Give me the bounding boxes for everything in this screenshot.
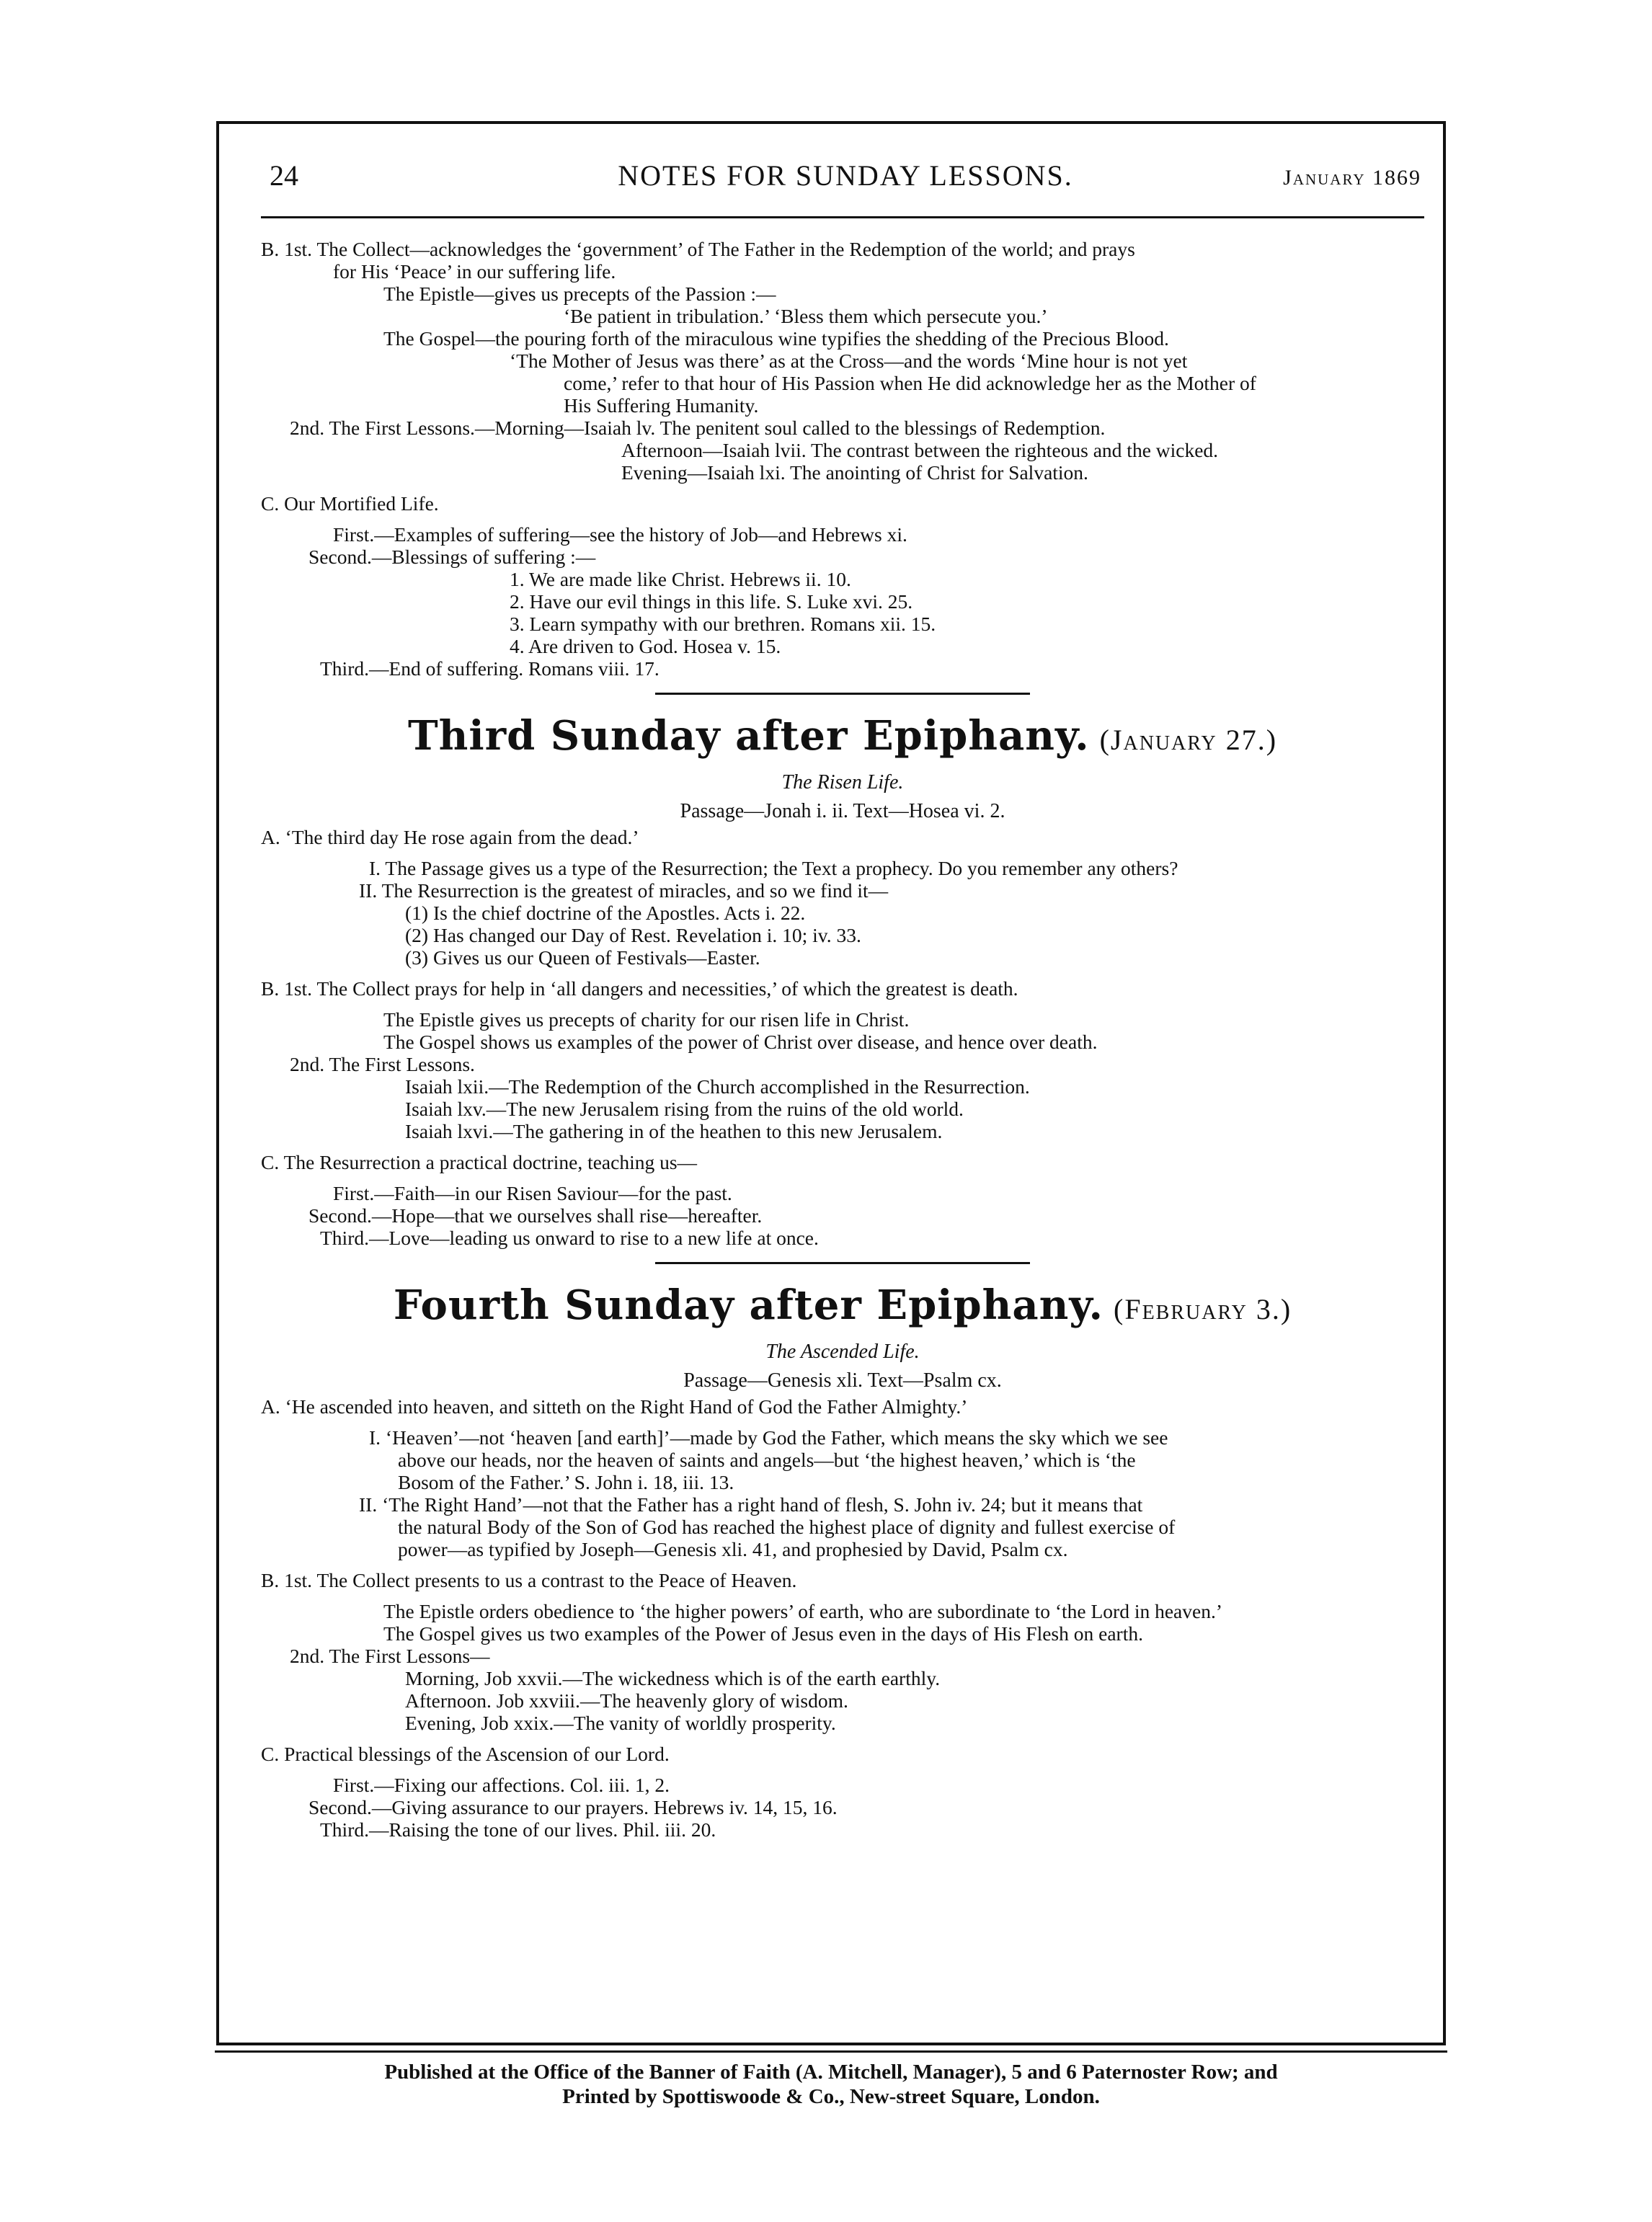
footer-line-1: Published at the Office of the Banner of Faith (A. Mitchell, Manager), 5 and 6 Paternoster Row; and: [384, 2061, 1278, 2084]
running-date: January 1869: [1283, 166, 1421, 190]
text-line: 2nd. The First Lessons.: [290, 1053, 475, 1075]
text-line: 4. Are driven to God. Hosea v. 15.: [510, 635, 781, 657]
text-line: Isaiah lxv.—The new Jerusalem rising from the ruins of the old world.: [405, 1098, 964, 1120]
text-line: The Epistle orders obedience to ‘the higher powers’ of earth, who are subordinate to ‘the Lord in heaven.’: [383, 1600, 1222, 1622]
section-divider: [655, 693, 1030, 695]
publisher-footer: [216, 2060, 1446, 2109]
text-line: B. 1st. The Collect—acknowledges the ‘government’ of The Father in the Redemption of the world; and prays: [261, 238, 1135, 260]
text-line: The Gospel—the pouring forth of the miraculous wine typifies the shedding of the Precious Blood.: [383, 327, 1169, 350]
text-line: for His ‘Peace’ in our suffering life.: [333, 260, 616, 283]
text-line: First.—Examples of suffering—see the history of Job—and Hebrews xi.: [333, 523, 907, 546]
header-rule: [261, 216, 1424, 218]
heading-date: (January 27.): [1099, 724, 1278, 756]
text-line: Second.—Hope—that we ourselves shall rise—hereafter.: [308, 1204, 763, 1227]
second-sunday-continuation: [261, 238, 1424, 680]
text-line: 3. Learn sympathy with our brethren. Romans xii. 15.: [510, 613, 936, 635]
text-line: above our heads, nor the heaven of saints and angels—but ‘the highest heaven,’ which is ‘the: [398, 1449, 1136, 1471]
text-line: The Epistle gives us precepts of charity for our risen life in Christ.: [383, 1008, 910, 1031]
section-heading: [261, 1280, 1424, 1335]
section-divider: [655, 1262, 1030, 1264]
passage-text: Passage—Jonah i. ii. Text—Hosea vi. 2.: [680, 800, 1005, 822]
text-line: (1) Is the chief doctrine of the Apostles. Acts i. 22.: [405, 902, 806, 924]
text-line: B. 1st. The Collect prays for help in ‘all dangers and necessities,’ of which the greatest is death.: [261, 977, 1018, 1000]
text-line: The Epistle—gives us precepts of the Passion :—: [383, 283, 776, 305]
text-line: I. The Passage gives us a type of the Resurrection; the Text a prophecy. Do you remember any others?: [369, 857, 1178, 879]
text-line: 2nd. The First Lessons—: [290, 1645, 490, 1667]
text-line: come,’ refer to that hour of His Passion when He did acknowledge her as the Mother of: [564, 372, 1256, 394]
text-line: The Gospel gives us two examples of the Power of Jesus even in the days of His Flesh on earth.: [383, 1622, 1143, 1645]
text-line: 2nd. The First Lessons.—Morning—Isaiah lv. The penitent soul called to the blessings of Redemption.: [290, 417, 1106, 439]
text-line: A. ‘He ascended into heaven, and sitteth on the Right Hand of God the Father Almighty.’: [261, 1395, 968, 1418]
heading-title: Third Sunday after Epiphany.: [407, 712, 1090, 760]
text-line: Isaiah lxii.—The Redemption of the Church accomplished in the Resurrection.: [405, 1075, 1030, 1098]
section-heading: [261, 711, 1424, 765]
text-line: I. ‘Heaven’—not ‘heaven [and earth]’—made by God the Father, which means the sky which we see: [369, 1426, 1168, 1449]
third-sunday-section: [261, 711, 1424, 1249]
text-line: Second.—Giving assurance to our prayers. Hebrews iv. 14, 15, 16.: [308, 1796, 838, 1818]
text-line: 1. We are made like Christ. Hebrews ii. 10.: [510, 568, 851, 590]
page-body: [261, 238, 1424, 1841]
running-title: NOTES FOR SUNDAY LESSONS.: [618, 159, 1073, 192]
text-line: (2) Has changed our Day of Rest. Revelation i. 10; iv. 33.: [405, 924, 861, 946]
text-line: A. ‘The third day He rose again from the dead.’: [261, 826, 639, 848]
text-line: Isaiah lxvi.—The gathering in of the heathen to this new Jerusalem.: [405, 1120, 943, 1142]
heading-date: (February 3.): [1114, 1293, 1292, 1325]
text-line: the natural Body of the Son of God has reached the highest place of dignity and fullest exercise of: [398, 1516, 1176, 1538]
text-line: C. The Resurrection a practical doctrine, teaching us—: [261, 1151, 698, 1173]
text-line: C. Practical blessings of the Ascension of our Lord.: [261, 1743, 670, 1765]
text-line: Afternoon—Isaiah lvii. The contrast between the righteous and the wicked.: [621, 439, 1219, 461]
text-line: B. 1st. The Collect presents to us a contrast to the Peace of Heaven.: [261, 1569, 797, 1591]
text-line: Bosom of the Father.’ S. John i. 18, iii. 13.: [398, 1471, 734, 1493]
text-line: Third.—Love—leading us onward to rise to a new life at once.: [320, 1227, 819, 1249]
heading-title: Fourth Sunday after Epiphany.: [393, 1281, 1103, 1329]
text-line: power—as typified by Joseph—Genesis xli. 41, and prophesied by David, Psalm cx.: [398, 1538, 1068, 1560]
footer-line-2: Printed by Spottiswoode & Co., New-street Square, London.: [562, 2085, 1100, 2108]
passage-text: Passage—Genesis xli. Text—Psalm cx.: [683, 1369, 1002, 1392]
text-line: ‘The Mother of Jesus was there’ as at the Cross—and the words ‘Mine hour is not yet: [510, 350, 1188, 372]
text-line: Evening, Job xxix.—The vanity of worldly prosperity.: [405, 1712, 836, 1734]
text-line: Morning, Job xxvii.—The wickedness which is of the earth earthly.: [405, 1667, 941, 1689]
text-line: 2. Have our evil things in this life. S. Luke xvi. 25.: [510, 590, 913, 613]
section-subtitle: The Ascended Life.: [765, 1341, 920, 1363]
text-line: II. ‘The Right Hand’—not that the Father has a right hand of flesh, S. John iv. 24; but it means that: [359, 1493, 1143, 1516]
text-line: (3) Gives us our Queen of Festivals—Easter.: [405, 946, 760, 969]
text-line: Afternoon. Job xxviii.—The heavenly glory of wisdom.: [405, 1689, 848, 1712]
text-line: Third.—Raising the tone of our lives. Phil. iii. 20.: [320, 1818, 716, 1841]
section-subtitle: The Risen Life.: [781, 771, 904, 794]
text-line: Evening—Isaiah lxi. The anointing of Christ for Salvation.: [621, 461, 1088, 484]
page-number: 24: [270, 159, 298, 192]
text-line: II. The Resurrection is the greatest of miracles, and so we find it—: [359, 879, 889, 902]
text-line: The Gospel shows us examples of the power of Christ over disease, and hence over death.: [383, 1031, 1098, 1053]
running-header: [270, 159, 1421, 209]
text-line: His Suffering Humanity.: [564, 394, 759, 417]
page-frame: [216, 121, 1446, 2045]
text-line: First.—Faith—in our Risen Saviour—for the past.: [333, 1182, 732, 1204]
text-line: C. Our Mortified Life.: [261, 492, 439, 515]
text-line: Second.—Blessings of suffering :—: [308, 546, 596, 568]
text-line: First.—Fixing our affections. Col. iii. 1, 2.: [333, 1774, 670, 1796]
text-line: ‘Be patient in tribulation.’ ‘Bless them which persecute you.’: [564, 305, 1048, 327]
text-line: Third.—End of suffering. Romans viii. 17.: [320, 657, 660, 680]
fourth-sunday-section: [261, 1280, 1424, 1841]
